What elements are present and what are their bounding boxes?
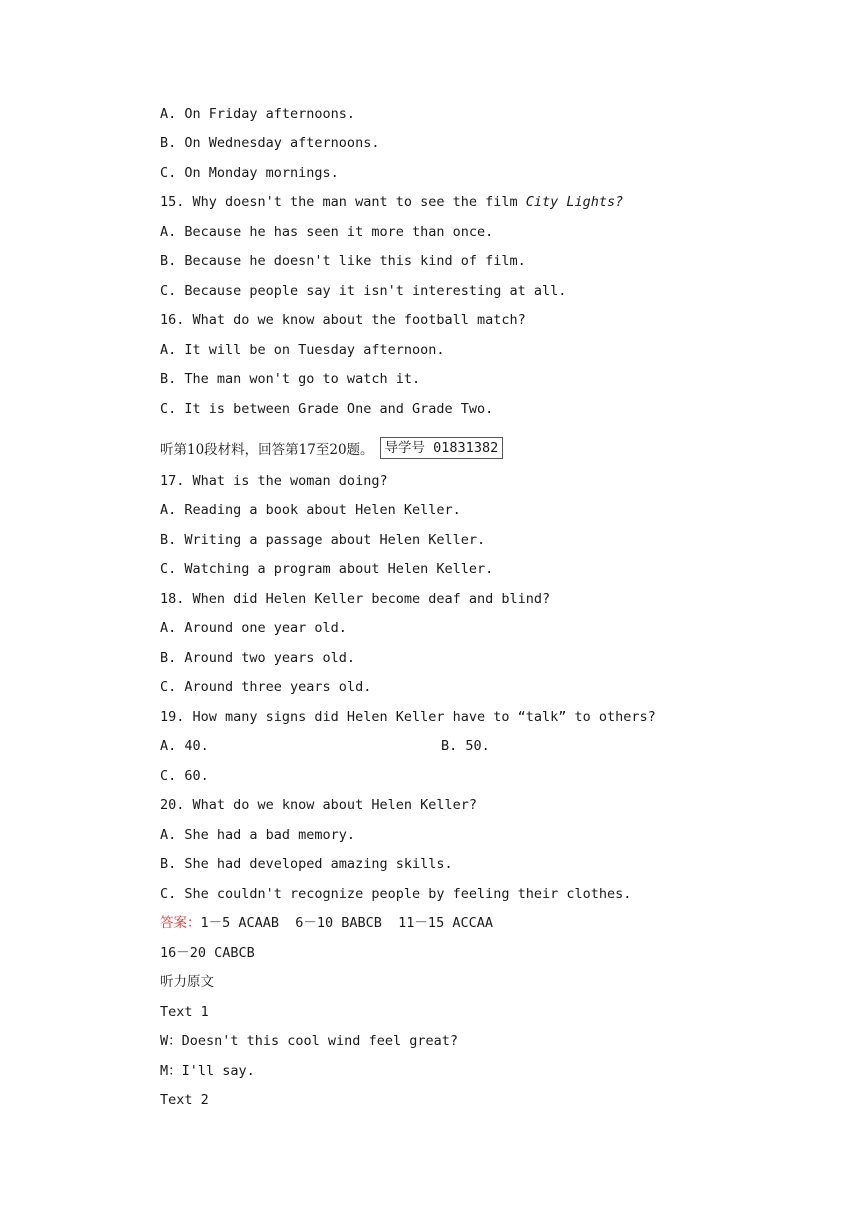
- option-line: B. The man won't go to watch it.: [160, 371, 421, 387]
- question-17: 17. What is the woman doing?: [160, 473, 388, 489]
- option-line: B. Because he doesn't like this kind of film.: [160, 253, 526, 269]
- option-line: C. She couldn't recognize people by feeling their clothes.: [160, 886, 632, 902]
- option-line: C. It is between Grade One and Grade Two.: [160, 401, 494, 417]
- option-line: C. Around three years old.: [160, 679, 372, 695]
- option-line: C. Because people say it isn't interesting at all.: [160, 283, 567, 299]
- option-line: B. Writing a passage about Helen Keller.: [160, 532, 486, 548]
- dialogue-w: W：Doesn't this cool wind feel great?: [160, 1033, 458, 1049]
- dialogue-m: M：I'll say.: [160, 1063, 255, 1079]
- option-line: A. She had a bad memory.: [160, 827, 356, 843]
- option-line: B. She had developed amazing skills.: [160, 856, 453, 872]
- question-18: 18. When did Helen Keller become deaf and blind?: [160, 591, 551, 607]
- q19-options-row: [160, 737, 209, 755]
- option-line: A. Reading a book about Helen Keller.: [160, 502, 461, 518]
- question-15: [160, 193, 623, 211]
- option-line: A. On Friday afternoons.: [160, 106, 356, 122]
- section-header: 听第10段材料，回答第17至20题。: [160, 442, 374, 458]
- question-text: 15. Why doesn't the man want to see the film: [160, 194, 526, 210]
- option-line: A. Around one year old.: [160, 620, 347, 636]
- text-1-label: Text 1: [160, 1004, 209, 1020]
- question-19: 19. How many signs did Helen Keller have to “talk” to others?: [160, 709, 656, 725]
- option-b: B. 50.: [441, 738, 490, 754]
- option-line: A. It will be on Tuesday afternoon.: [160, 342, 445, 358]
- answer-row: [160, 914, 493, 932]
- transcript-heading: 听力原文: [160, 974, 214, 990]
- option-line: C. Watching a program about Helen Keller.: [160, 561, 494, 577]
- film-title: City Lights?: [525, 194, 624, 210]
- question-16: 16. What do we know about the football match?: [160, 312, 526, 328]
- answer-key: 1－5 ACAAB 6－10 BABCB 11－15 ACCAA: [200, 915, 493, 931]
- option-line: B. Around two years old.: [160, 650, 356, 666]
- text-2-label: Text 2: [160, 1092, 209, 1108]
- guide-number-tag: 导学号 01831382: [380, 437, 504, 459]
- option-c: C. 60.: [160, 768, 209, 784]
- section-header-row: [160, 439, 503, 461]
- option-line: B. On Wednesday afternoons.: [160, 135, 380, 151]
- option-a: A. 40.: [160, 738, 209, 754]
- option-line: A. Because he has seen it more than once.: [160, 224, 494, 240]
- question-20: 20. What do we know about Helen Keller?: [160, 797, 477, 813]
- option-line: C. On Monday mornings.: [160, 165, 339, 181]
- answer-label: 答案：: [160, 915, 201, 931]
- answer-key-2: 16－20 CABCB: [160, 945, 255, 961]
